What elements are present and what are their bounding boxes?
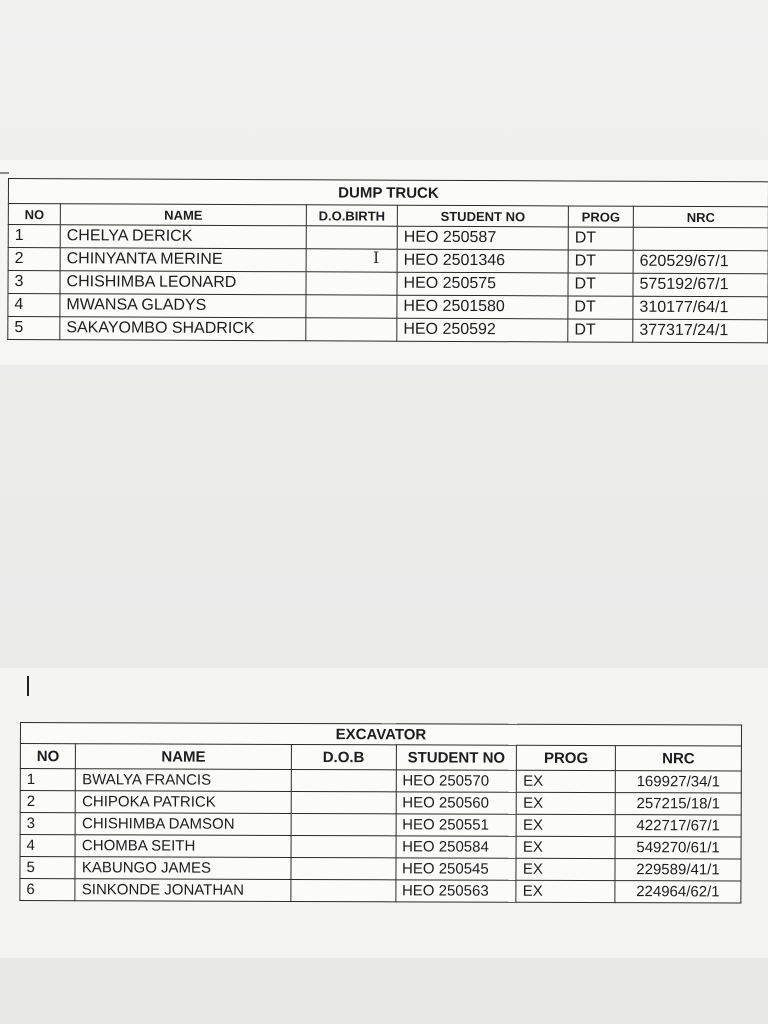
- cell-nrc: 549270/61/1: [615, 837, 741, 859]
- cell-nrc: 169927/34/1: [615, 771, 741, 793]
- cell-prog: EX: [517, 770, 616, 792]
- column-header-no: NO: [8, 204, 60, 225]
- column-header-dob: D.O.B: [291, 744, 396, 769]
- cell-no: 3: [8, 271, 60, 294]
- cell-student-no: HEO 250560: [396, 792, 517, 814]
- table-row: [20, 879, 741, 904]
- cell-prog: DT: [568, 227, 633, 250]
- cell-nrc: 224964/62/1: [615, 881, 741, 903]
- dump-truck-table: [7, 178, 768, 343]
- table-title: EXCAVATOR: [20, 723, 741, 747]
- column-header-name: NAME: [60, 204, 306, 226]
- text-cursor-icon: I: [373, 248, 380, 267]
- table-row: [20, 813, 741, 838]
- cell-prog: EX: [516, 836, 615, 858]
- column-header-prog: PROG: [517, 745, 616, 770]
- cell-name: CHISHIMBA DAMSON: [75, 813, 291, 836]
- cell-prog: EX: [516, 880, 615, 902]
- cell-no: 5: [20, 857, 75, 879]
- cell-nrc: 229589/41/1: [615, 859, 741, 881]
- cell-name: SINKONDE JONATHAN: [75, 879, 291, 902]
- table-row: [8, 317, 768, 343]
- cell-nrc: 377317/24/1: [633, 319, 768, 343]
- cell-student-no: HEO 250551: [396, 814, 517, 836]
- column-header-nrc: NRC: [615, 746, 741, 771]
- cell-nrc: 422717/67/1: [615, 815, 741, 837]
- cell-dob: [291, 857, 396, 879]
- cell-no: 2: [8, 248, 60, 271]
- cell-prog: DT: [568, 250, 633, 273]
- cell-student-no: HEO 250563: [395, 880, 516, 902]
- excavator-table: [19, 722, 742, 904]
- cell-no: 4: [20, 835, 75, 857]
- cell-prog: EX: [517, 792, 616, 814]
- column-header-name: NAME: [76, 744, 292, 770]
- table-row: [8, 271, 768, 297]
- cell-name: CHISHIMBA LEONARD: [60, 271, 306, 295]
- cell-student-no: HEO 250587: [397, 226, 568, 250]
- cell-no: 6: [20, 879, 75, 901]
- cell-dob: [306, 318, 397, 341]
- cell-name: KABUNGO JAMES: [75, 857, 291, 880]
- column-header-nrc: NRC: [633, 206, 768, 228]
- cell-dob: [306, 226, 397, 249]
- table-row: [20, 769, 741, 794]
- cell-prog: DT: [568, 319, 633, 342]
- cell-name: CHIPOKA PATRICK: [76, 791, 292, 814]
- table-title: DUMP TRUCK: [8, 179, 768, 207]
- margin-mark: [27, 676, 29, 696]
- cell-dob: [306, 249, 397, 272]
- cell-prog: EX: [516, 858, 615, 880]
- cell-nrc: 575192/67/1: [633, 273, 768, 297]
- cell-dob: [291, 813, 396, 835]
- corner-mark: [0, 172, 9, 174]
- cell-no: 3: [20, 813, 75, 835]
- cell-prog: DT: [568, 296, 633, 319]
- table-row: [8, 294, 768, 320]
- cell-dob: [291, 879, 396, 901]
- table-row: [8, 248, 768, 274]
- cell-no: 1: [20, 769, 75, 791]
- cell-student-no: HEO 2501580: [397, 295, 568, 319]
- column-header-dob: D.O.BIRTH: [306, 205, 397, 226]
- cell-student-no: HEO 250575: [397, 272, 568, 296]
- cell-nrc: 620529/67/1: [633, 250, 768, 274]
- cell-no: 1: [8, 225, 60, 248]
- cell-dob: [291, 769, 396, 791]
- cell-prog: EX: [516, 814, 615, 836]
- cell-no: 4: [8, 294, 60, 317]
- cell-nrc: 310177/64/1: [633, 296, 768, 320]
- table-row: [20, 835, 741, 860]
- column-header-student-no: STUDENT NO: [396, 745, 517, 770]
- cell-name: CHOMBA SEITH: [75, 835, 291, 858]
- cell-student-no: HEO 250584: [396, 836, 517, 858]
- cell-name: MWANSA GLADYS: [60, 294, 306, 318]
- cell-no: 2: [20, 791, 75, 813]
- column-header-no: NO: [20, 744, 75, 769]
- table-title-row: [8, 179, 768, 207]
- column-header-student-no: STUDENT NO: [397, 205, 568, 227]
- cell-nrc: 257215/18/1: [615, 793, 741, 815]
- cell-name: CHELYA DERICK: [60, 225, 306, 249]
- cell-dob: [306, 295, 397, 318]
- cell-prog: DT: [568, 273, 633, 296]
- cell-dob: [291, 835, 396, 857]
- table-header-row: [20, 744, 741, 772]
- cell-name: CHINYANTA MERINE: [60, 248, 306, 272]
- cell-no: 5: [8, 317, 60, 340]
- cell-student-no: HEO 2501346: [397, 249, 568, 273]
- cell-student-no: HEO 250570: [396, 770, 517, 792]
- cell-nrc: [633, 227, 768, 251]
- table-row: [20, 857, 741, 882]
- cell-name: SAKAYOMBO SHADRICK: [60, 317, 306, 341]
- cell-student-no: HEO 250592: [397, 318, 568, 342]
- table-row: [20, 791, 741, 816]
- cell-dob: [291, 791, 396, 813]
- cell-dob: [306, 272, 397, 295]
- column-header-prog: PROG: [568, 206, 633, 227]
- table-row: [8, 225, 768, 251]
- table-title-row: [20, 723, 741, 747]
- cell-name: BWALYA FRANCIS: [76, 769, 292, 792]
- cell-student-no: HEO 250545: [395, 858, 516, 880]
